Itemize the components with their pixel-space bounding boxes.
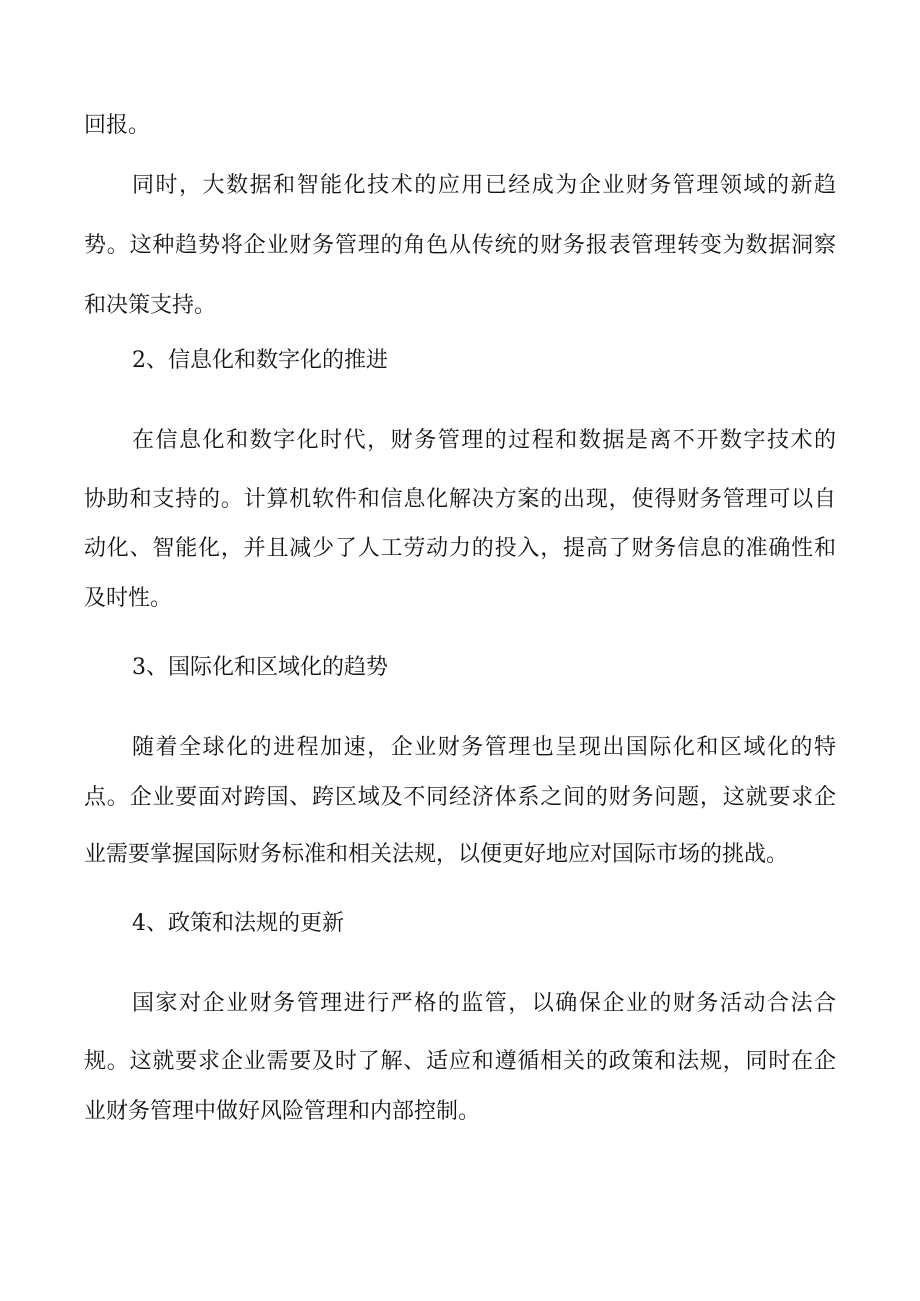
paragraph-line: 点。企业要面对跨国、跨区域及不同经济体系之间的财务问题，这就要求企 (84, 785, 836, 810)
paragraph-line: 业需要掌握国际财务标准和相关法规，以便更好地应对国际市场的挑战。 (84, 842, 789, 867)
section-heading: 3、国际化和区域化的趋势 (132, 655, 388, 680)
paragraph-line: 及时性。 (84, 586, 173, 611)
paragraph-line: 回报。 (84, 113, 151, 138)
paragraph-line: 协助和支持的。计算机软件和信息化解决方案的出现，使得财务管理可以自 (84, 487, 836, 512)
paragraph-line: 同时，大数据和智能化技术的应用已经成为企业财务管理领域的新趋 (132, 173, 836, 198)
paragraph-line: 动化、智能化，并且减少了人工劳动力的投入，提高了财务信息的准确性和 (84, 536, 836, 561)
paragraph-line: 规。这就要求企业需要及时了解、适应和遵循相关的政策和法规，同时在企 (84, 1049, 836, 1074)
paragraph-line: 在信息化和数字化时代，财务管理的过程和数据是离不开数字技术的 (132, 428, 836, 453)
paragraph-line: 随着全球化的进程加速，企业财务管理也呈现出国际化和区域化的特 (132, 735, 836, 760)
paragraph-line: 国家对企业财务管理进行严格的监管，以确保企业的财务活动合法合 (132, 991, 836, 1016)
paragraph-line: 势。这种趋势将企业财务管理的角色从传统的财务报表管理转变为数据洞察 (84, 233, 836, 258)
section-heading: 4、政策和法规的更新 (132, 911, 344, 936)
paragraph-line: 和决策支持。 (84, 293, 217, 318)
paragraph-line: 业财务管理中做好风险管理和内部控制。 (84, 1099, 481, 1124)
section-heading: 2、信息化和数字化的推进 (132, 348, 388, 373)
